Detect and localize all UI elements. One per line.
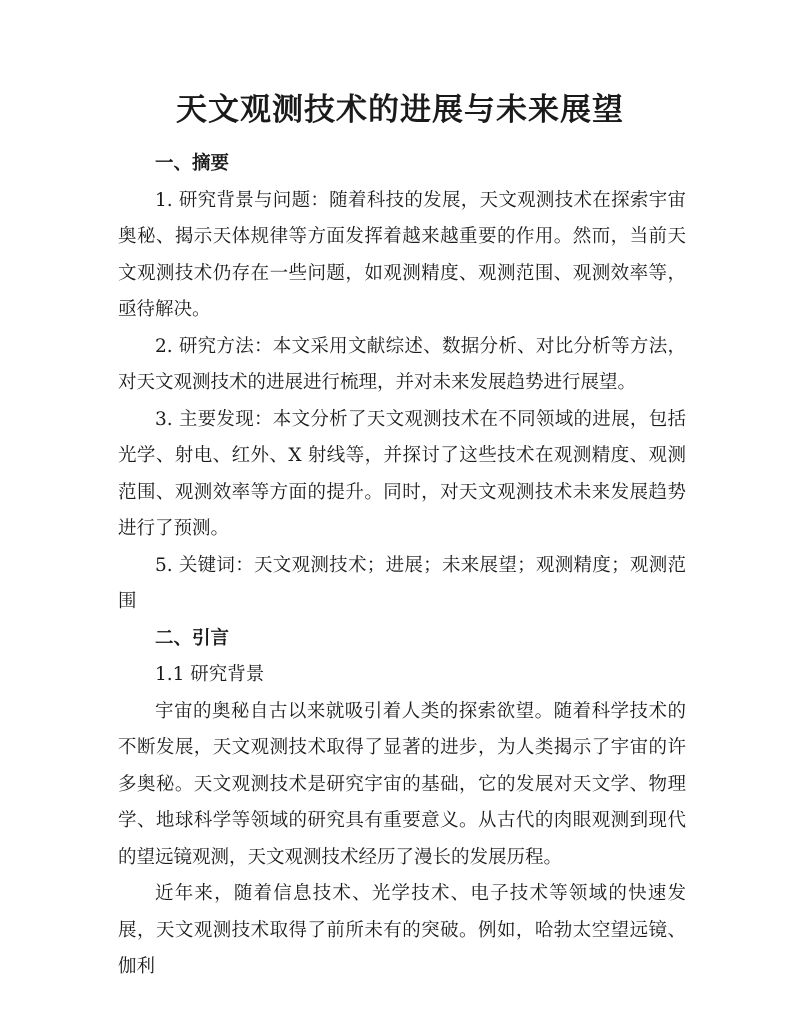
abstract-item: 1. 研究背景与问题：随着科技的发展，天文观测技术在探索宇宙奥秘、揭示天体规律等方面发挥着越来越重要的作用。然而，当前天文观测技术仍存在一些问题，如观测精度、观测范围、观测效率等，亟待解决。	[118, 189, 686, 320]
abstract-item: 3. 主要发现：本文分析了天文观测技术在不同领域的进展，包括光学、射电、红外、X 射线等，并探讨了这些技术在观测精度、观测范围、观测效率等方面的提升。同时，对天文观测技术未来发展趋势进行了预测。	[118, 408, 686, 539]
abstract-item: 2. 研究方法：本文采用文献综述、数据分析、对比分析等方法，对天文观测技术的进展进行梳理，并对未来发展趋势进行展望。	[118, 335, 686, 393]
document-body	[118, 146, 686, 986]
section-heading-abstract: 一、摘要	[155, 153, 230, 174]
body-paragraph: 宇宙的奥秘自古以来就吸引着人类的探索欲望。随着科学技术的不断发展，天文观测技术取得了显著的进步，为人类揭示了宇宙的许多奥秘。天文观测技术是研究宇宙的基础，它的发展对天文学、物理学、地球科学等领域的研究具有重要意义。从古代的肉眼观测到现代的望远镜观测，天文观测技术经历了漫长的发展历程。	[118, 700, 686, 868]
body-paragraph: 近年来，随着信息技术、光学技术、电子技术等领域的快速发展，天文观测技术取得了前所未有的突破。例如，哈勃太空望远镜、伽利	[118, 883, 686, 977]
document-title: 天文观测技术的进展与未来展望	[176, 92, 624, 128]
abstract-item: 5. 关键词：天文观测技术；进展；未来展望；观测精度；观测范围	[118, 554, 686, 612]
section-heading-introduction: 二、引言	[155, 627, 230, 649]
subsection-heading: 1.1 研究背景	[155, 664, 265, 685]
